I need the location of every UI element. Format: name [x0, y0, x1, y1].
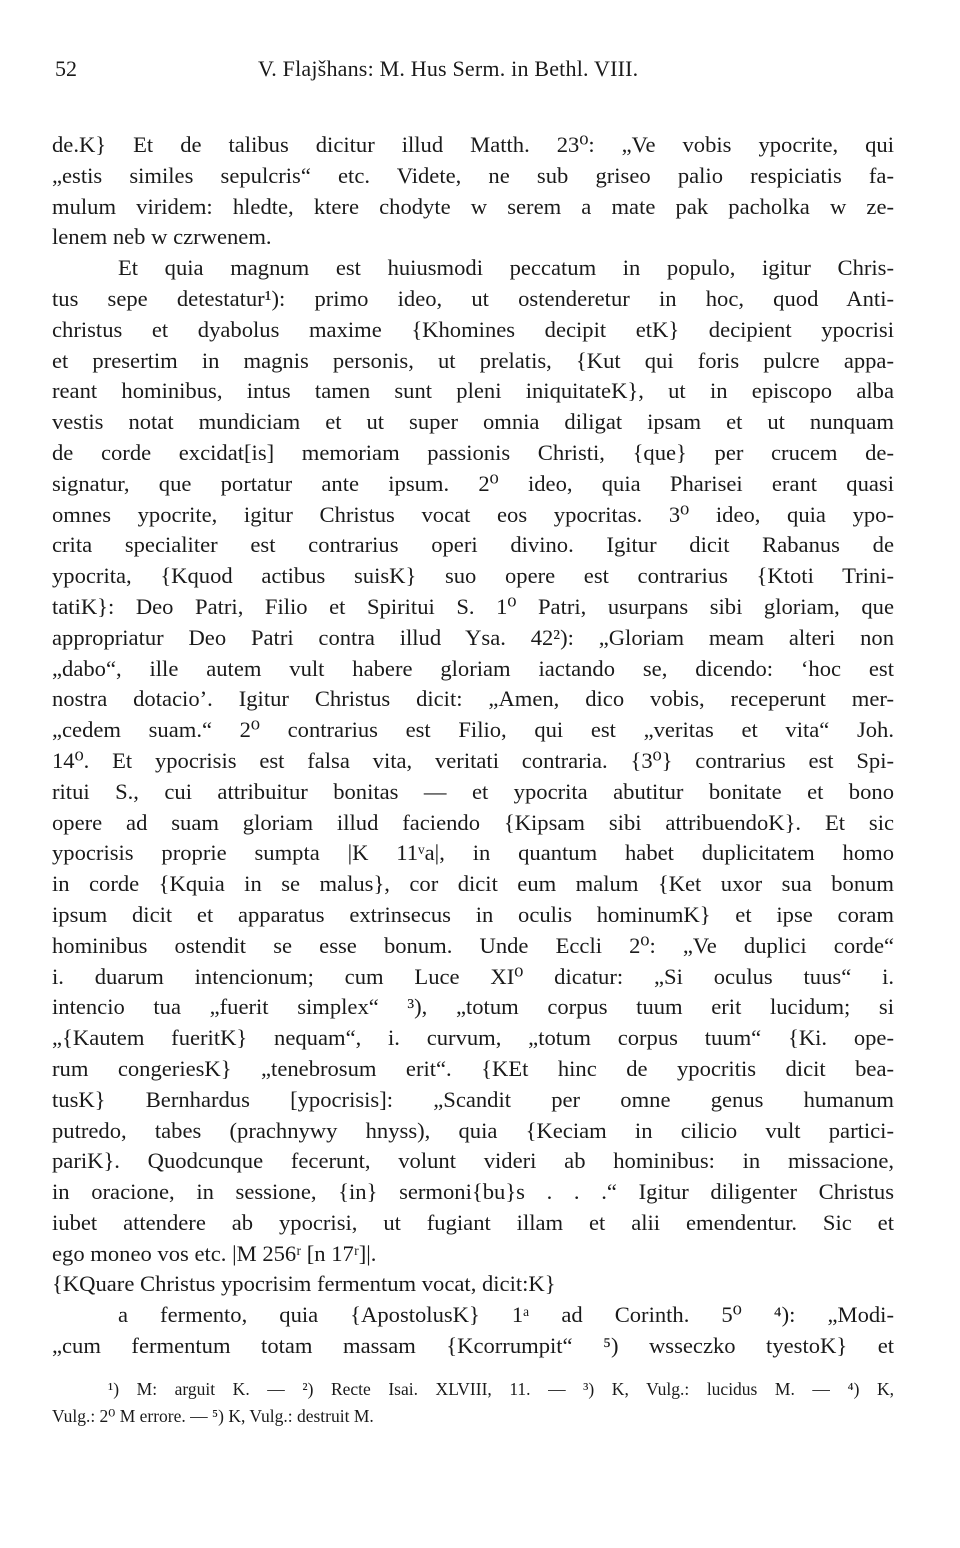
- text-line: reant hominibus, intus tamen sunt pleni iniquitateK}, ut in episcopo alba: [52, 378, 894, 404]
- text-line: opere ad suam gloriam illud faciendo {Kipsam sibi attribuendoK}. Et sic: [52, 809, 894, 835]
- text-line: tusK} Bernhardus [ypocrisis]: „Scandit per omne genus humanum: [52, 1086, 894, 1112]
- text-line: pariK}. Quodcunque fecerunt, volunt videri ab hominibus: in missacione,: [52, 1148, 894, 1174]
- text-line: in oracione, in sessione, {in} sermoni{bu}s . . .“ Igitur diligenter Christus: [52, 1179, 894, 1205]
- text-line: in corde {Kquia in se malus}, cor dicit eum malum {Ket uxor sua bonum: [52, 871, 894, 897]
- text-line: nostra dotacio’. Igitur Christus dicit: „Amen, dico vobis, receperunt mer-: [52, 686, 894, 712]
- text-line: signatur, que portatur ante ipsum. 2⁰ ideo, quia Pharisei erant quasi: [52, 470, 894, 496]
- text-line: appropriatur Deo Patri contra illud Ysa. 42²): „Gloriam meam alteri non: [52, 624, 894, 650]
- running-title: V. Flajšhans: M. Hus Serm. in Bethl. VIII.: [258, 56, 639, 81]
- text-line: „dabo“, ille autem vult habere gloriam iactando se, dicendo: ‘hoc est: [52, 655, 894, 681]
- text-line: omnes ypocrite, igitur Christus vocat eos ypocritas. 3⁰ ideo, quia ypo-: [52, 501, 894, 527]
- text-line: „cum fermentum totam massam {Kcorrumpit“ ⁵) wsseczko tyestoK} et: [52, 1333, 894, 1359]
- text-line: intencio tua „fuerit simplex“ ³), „totum corpus tuum erit lucidum; si: [52, 994, 894, 1020]
- text-line: ypocrisis proprie sumpta |K 11ᵛa|, in quantum habet duplicitatem homo: [52, 840, 894, 866]
- text-line: „cedem suam.“ 2⁰ contrarius est Filio, qui est „veritas et vita“ Joh.: [52, 717, 894, 743]
- text-line: „{Kautem fueritK} nequam“, i. curvum, „totum corpus tuum“ {Ki. ope-: [52, 1025, 894, 1051]
- text-line: a fermento, quia {ApostolusK} 1ᵃ ad Corinth. 5⁰ ⁴): „Modi-: [118, 1302, 894, 1328]
- text-line: mulum viridem: hledte, ktere chodyte w serem a mate pak pacholka w ze-: [52, 193, 894, 219]
- text-line: 14⁰. Et ypocrisis est falsa vita, veritati contraria. {3⁰} contrarius est Spi-: [52, 747, 894, 773]
- text-line: Et quia magnum est huiusmodi peccatum in populo, igitur Chris-: [118, 255, 894, 281]
- page-number: 52: [55, 56, 77, 81]
- text-line: i. duarum intencionum; cum Luce XI⁰ dicatur: „Si oculus tuus“ i.: [52, 963, 894, 989]
- text-line: iubet attendere ab ypocrisi, ut fugiant illam et alii emendentur. Sic et: [52, 1209, 894, 1235]
- text-line: {KQuare Christus ypocrisim fermentum vocat, dicit:K}: [52, 1271, 556, 1297]
- footnote-line: Vulg.: 2⁰ M errore. — ⁵) K, Vulg.: destruit M.: [52, 1405, 374, 1426]
- page: [52, 56, 894, 1430]
- text-line: ego moneo vos etc. |M 256ʳ [n 17ʳ]|.: [52, 1240, 377, 1266]
- text-line: crita specialiter est contrarius operi divino. Igitur dicit Rabanus de: [52, 532, 894, 558]
- text-line: lenem neb w czrwenem.: [52, 224, 272, 250]
- text-line: „estis similes sepulcris“ etc. Videte, ne sub griseo palio respiciatis fa-: [52, 162, 894, 188]
- text-line: ipsum dicit et apparatus extrinsecus in oculis hominumK} et ipse coram: [52, 901, 894, 927]
- footnotes: [52, 1376, 894, 1430]
- text-line: vestis notat mundiciam et ut super omnia diligat ipsam et ut nunquam: [52, 409, 894, 435]
- text-line: putredo, tabes (prachnywy hnyss), quia {Keciam in cilicio vult partici-: [52, 1117, 894, 1143]
- text-line: tus sepe detestatur¹): primo ideo, ut ostenderetur in hoc, quod Anti-: [52, 285, 894, 311]
- text-line: ritui S., cui attribuitur bonitas — et ypocrita abutitur bonitate et bono: [52, 778, 894, 804]
- running-head: [52, 56, 894, 90]
- text-line: tatiK}: Deo Patri, Filio et Spiritui S. 1⁰ Patri, usurpans sibi gloriam, que: [52, 593, 894, 619]
- footnote-line: ¹) M: arguit K. — ²) Recte Isai. XLVIII, 11. — ³) K, Vulg.: lucidus M. — ⁴) K,: [108, 1378, 894, 1399]
- text-line: de corde excidat[is] memoriam passionis Christi, {que} per crucem de-: [52, 439, 894, 465]
- body-text: [52, 130, 894, 1362]
- text-line: et presertim in magnis personis, ut prelatis, {Kut qui foris pulcre appa-: [52, 347, 894, 373]
- text-line: hominibus ostendit se esse bonum. Unde Eccli 2⁰: „Ve duplici corde“: [52, 932, 894, 958]
- text-line: ypocrita, {Kquod actibus suisK} suo opere est contrarius {Ktoti Trini-: [52, 563, 894, 589]
- text-line: christus et dyabolus maxime {Khomines decipit etK} decipient ypocrisi: [52, 316, 894, 342]
- text-line: de.K} Et de talibus dicitur illud Matth. 23⁰: „Ve vobis ypocrite, qui: [52, 132, 894, 157]
- text-line: rum congeriesK} „tenebrosum erit“. {KEt hinc de ypocritis dicit bea-: [52, 1055, 894, 1081]
